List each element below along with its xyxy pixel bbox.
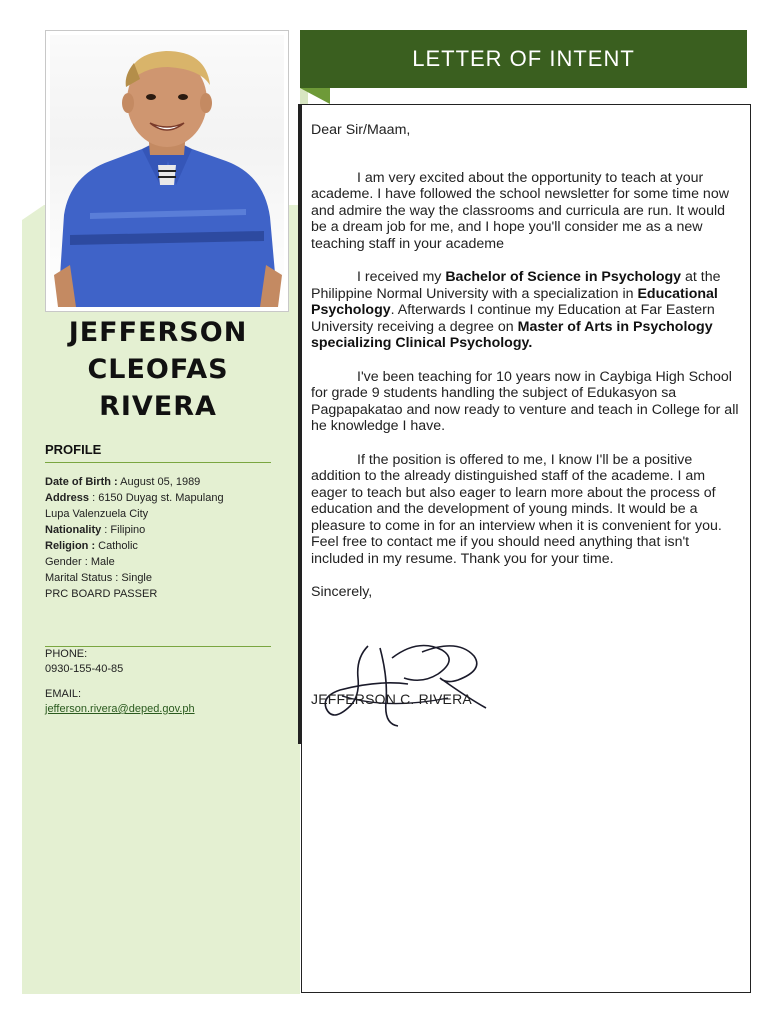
profile-photo-frame	[45, 30, 289, 312]
phone-label: PHONE:	[45, 648, 88, 660]
letter-body	[311, 122, 741, 618]
address-label: Address	[45, 492, 90, 504]
banner-fold	[300, 88, 330, 104]
dob-label: Date of Birth :	[45, 476, 118, 488]
salutation: Dear Sir/Maam,	[311, 122, 411, 138]
phone-block	[45, 647, 123, 677]
address-value: : 6150 Duyag st. Mapulang	[89, 492, 224, 504]
p2-part-e: . Afterwards I continue my Education at Far Eastern University receiving a degree on	[311, 302, 715, 335]
profile-divider	[45, 462, 271, 463]
title-banner	[300, 30, 747, 88]
profile-heading: PROFILE	[45, 442, 102, 457]
dob-row	[45, 474, 285, 490]
signature-name: JEFFERSON C. RIVERA	[311, 691, 472, 707]
name-line-first: JEFFERSON	[68, 317, 248, 348]
address-line2: Lupa Valenzuela City	[45, 508, 149, 520]
paragraph-1: I am very excited about the opportunity to teach at your academe. I have followed the school newsletter for some time now and admire the way the classrooms and curricula are run. It would be a dream job for me, and I hope you'll consider me as a new teaching staff in your academe	[311, 169, 729, 252]
gender-row: Gender : Male	[45, 556, 115, 568]
name-line-last: RIVERA	[99, 391, 217, 422]
paragraph-3: I've been teaching for 10 years now in Caybiga High School for grade 9 students handling the subject of Edukasyon sa Pagpapakatao and now ready to venture and teach in College for all he knowledge I have.	[311, 368, 739, 434]
nationality-label: Nationality	[45, 524, 102, 536]
profile-details	[45, 474, 285, 602]
email-block	[45, 687, 195, 717]
signature-icon	[318, 638, 488, 733]
nationality-value: : Filipino	[101, 524, 146, 536]
letter-left-edge	[298, 104, 301, 744]
email-label: EMAIL:	[45, 688, 82, 700]
p2-part-a: I received my	[357, 269, 446, 285]
p2-specialization: Educational Psychology	[311, 285, 718, 318]
p2-part-c: at the Philippine Normal University with a specialization in	[311, 269, 721, 302]
religion-value: Catholic	[95, 540, 138, 552]
prc-row: PRC BOARD PASSER	[45, 588, 158, 600]
letter-title: LETTER OF INTENT	[412, 46, 635, 71]
paragraph-4: If the position is offered to me, I know I'll be a positive addition to the already distinguished staff of the academe. I am eager to teach but also eager to learn more about the process of education and the development of young minds. It would be a pleasure to come in for an interview when it is convenient for you. Feel free to contact me if you should need anything that isn't included in my resume. Thank you for your time.	[311, 451, 722, 567]
person-portrait-icon	[50, 35, 284, 307]
email-link[interactable]: jefferson.rivera@deped.gov.ph	[45, 703, 195, 715]
sidebar-notch	[22, 205, 44, 220]
dob-value: August 05, 1989	[117, 476, 201, 488]
phone-value: 0930-155-40-85	[45, 663, 124, 675]
paragraph-2	[311, 269, 741, 352]
religion-row	[45, 538, 285, 554]
p2-degree-bachelor: Bachelor of Science in Psychology	[445, 269, 682, 285]
address-row	[45, 490, 285, 506]
nationality-row	[45, 522, 285, 538]
religion-label: Religion :	[45, 540, 96, 552]
p2-degree-master: Master of Arts in Psychology specializing Clinical Psychology.	[311, 318, 713, 351]
marital-row: Marital Status : Single	[45, 572, 152, 584]
applicant-name	[30, 314, 286, 425]
closing: Sincerely,	[311, 584, 373, 600]
name-line-middle: CLEOFAS	[87, 354, 229, 385]
profile-photo	[50, 35, 284, 307]
